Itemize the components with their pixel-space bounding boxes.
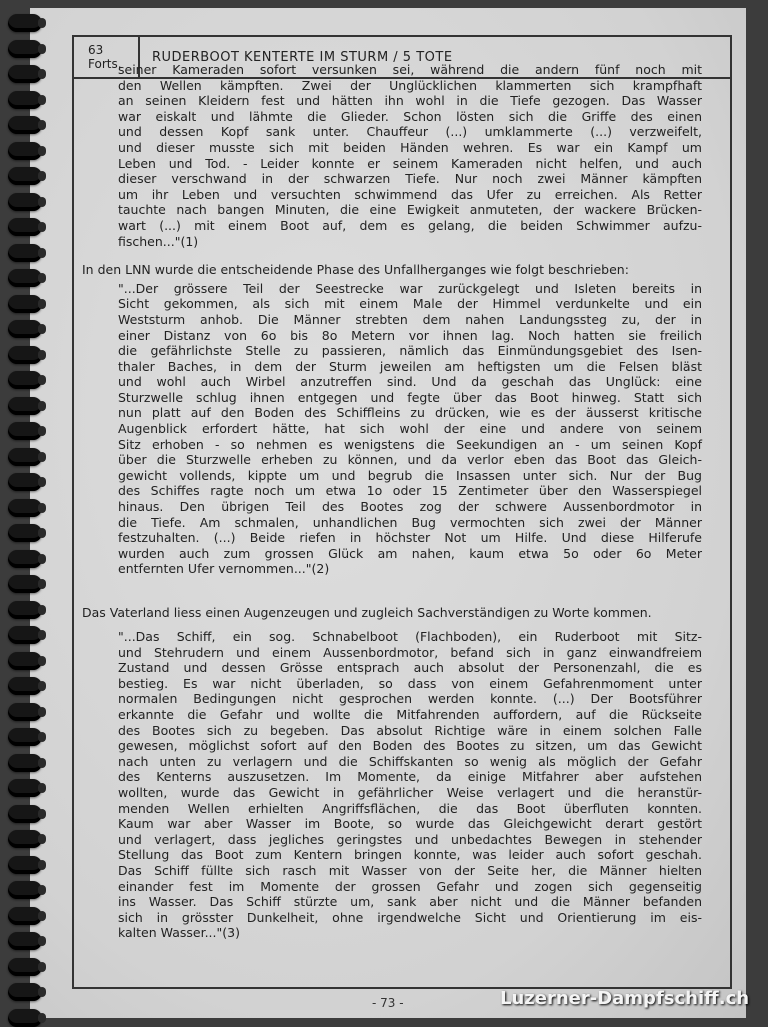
text-line: und wohl auch Wirbel anzutreffen sind. Und da geschah das Unglück: eine xyxy=(118,374,702,390)
text-line: hinaus. Den übrigen Teil des Bootes zog der schwere Aussenbordmotor in xyxy=(118,499,702,515)
binding-coil xyxy=(8,575,42,593)
text-line: gewicht vollends, kippte um und begrub die Insassen unter sich. Nur der Bug xyxy=(118,467,702,483)
text-line: seiner Kameraden sofort versunken sei, während die andern fünf noch mit xyxy=(118,62,702,77)
text-line: menden Wellen erhielten Angriffsflächen, die das Boot überfluten konnten. xyxy=(118,800,702,816)
text-line: Augenblick erfordert hätte, hat sich wohl der eine und andere von seinem xyxy=(118,421,702,437)
text-line: bestieg. Es war nicht überladen, so dass von einem Gefahrenmoment unter xyxy=(118,675,702,691)
binding-coil xyxy=(8,728,42,746)
text-line: dieser verschwand in der schwarzen Tiefe. Nur noch zwei Männer kämpften xyxy=(118,171,702,187)
text-line: Sturzwelle schlug ihnen entgegen und fegte über das Boot hinweg. Statt sich xyxy=(118,389,702,405)
text-line: nach unten zu verlagern und die Schiffskanten so wenig als möglich der Gefahr xyxy=(118,753,702,769)
binding-coil xyxy=(8,779,42,797)
text-line: war eiskalt und lähmte die Glieder. Schon lösten sich die Griffe des einen xyxy=(118,108,702,124)
binding-coil xyxy=(8,269,42,287)
text-line: entfernten Ufer vernommen..."(2) xyxy=(118,561,330,577)
text-line: über die Sturzwelle erheben zu können, und da verlor eben das Boot das Gleich- xyxy=(118,452,702,468)
binding-coil xyxy=(8,856,42,874)
text-line: einander fest im Momente der grossen Gefahr und zogen sich gegenseitig xyxy=(118,878,702,894)
binding-coil xyxy=(8,601,42,619)
text-line: Zustand und dessen Grösse entsprach auch absolut der Personenzahl, die es xyxy=(118,660,702,676)
binding-coil xyxy=(8,881,42,899)
binding-coil xyxy=(8,320,42,338)
text-line: kalten Wasser..."(3) xyxy=(118,925,240,941)
binding-coil xyxy=(8,805,42,823)
text-line: des Schiffes ragte noch um etwa 1o oder 15 Zentimeter über den Wasserspiegel xyxy=(118,483,702,499)
binding-coil xyxy=(8,167,42,185)
header-title: RUDERBOOT KENTERTE IM STURM / 5 TOTE xyxy=(152,50,453,65)
binding-coil xyxy=(8,142,42,160)
header-continued: Forts. xyxy=(88,57,122,71)
text-line: erkannte die Gefahr und wollte die Mitfahrenden auffordern, auf die Rückseite xyxy=(118,706,702,722)
binding-coil xyxy=(8,346,42,364)
binding-coil xyxy=(8,677,42,695)
intro-paragraph-3: Das Vaterland liess einen Augenzeugen und zugleich Sachverständigen zu Worte kommen. xyxy=(82,605,652,620)
text-line: Weststurm anhob. Die Männer strebten dem nahen Landungssteg zu, der in xyxy=(118,311,702,327)
spiral-binding xyxy=(0,0,44,1024)
text-line: einer Distanz von 6o bis 8o Metern vor ihnen lag. Noch hatten sie freilich xyxy=(118,327,702,343)
quote-block-3 xyxy=(118,629,702,941)
quote-block-1 xyxy=(118,62,702,249)
text-line: um ihr Leben und versuchten schwimmend das Ufer zu erreichen. Als Retter xyxy=(118,186,702,202)
binding-coil xyxy=(8,91,42,109)
text-line: und dessen Kopf sank unter. Chauffeur (...) umklammerte (...) verzweifelt, xyxy=(118,124,702,140)
binding-coil xyxy=(8,652,42,670)
text-line: den Wellen kämpften. Zwei der Unglücklichen klammerten sich krampfhaft xyxy=(118,77,702,93)
binding-coil xyxy=(8,397,42,415)
text-line: wollten, wurde das Gewicht in gefährlicher Weise verlagert und die heranstür- xyxy=(118,784,702,800)
page-number-footer: - 73 - xyxy=(372,996,404,1010)
text-line: Sitz erhoben - so nehmen es wenigstens die Seekundigen an - um seinen Kopf xyxy=(118,436,702,452)
text-line: und verlagert, dass jegliches geringstes und unbedachtes Bewegen in stehender xyxy=(118,831,702,847)
text-line: und dieser musste sich mit beiden Händen wehren. Es war ein Kampf um xyxy=(118,139,702,155)
text-line: ins Wasser. Das Schiff stürzte um, sank aber nicht und die Männer befanden xyxy=(118,894,702,910)
binding-coil xyxy=(8,65,42,83)
intro-paragraph-2: In den LNN wurde die entscheidende Phase des Unfallherganges wie folgt beschrieben: xyxy=(82,262,629,278)
binding-coil xyxy=(8,932,42,950)
text-line: sich in grösster Dunkelheit, ohne irgendwelche Sicht und Orientierung im eis- xyxy=(118,909,702,925)
text-line: wurden auch zum grossen Glück am nahen, kaum etwa 5o oder 6o Meter xyxy=(118,545,702,561)
text-line: Das Schiff füllte sich rasch mit Wasser von der Seite her, die Männer hielten xyxy=(118,862,702,878)
text-line: "...Das Schiff, ein sog. Schnabelboot (Flachboden), ein Ruderboot mit Sitz- xyxy=(118,629,702,644)
header-page-number: 63 xyxy=(88,43,104,57)
quote-block-2 xyxy=(118,281,702,577)
binding-coil xyxy=(8,116,42,134)
binding-coil xyxy=(8,907,42,925)
text-line: Stellung das Boot zum Kentern bringen konnte, was leider auch sofort geschah. xyxy=(118,847,702,863)
text-line: thaler Baches, in dem der Sturm jeweilen am heftigsten um die Felsen bläst xyxy=(118,358,702,374)
binding-coil xyxy=(8,40,42,58)
binding-coil xyxy=(8,958,42,976)
binding-coil xyxy=(8,550,42,568)
text-line: Leben und Tod. - Leider konnte er seinem Kameraden nicht helfen, und auch xyxy=(118,155,702,171)
binding-coil xyxy=(8,295,42,313)
document-body xyxy=(82,62,702,941)
binding-coil xyxy=(8,703,42,721)
binding-coil xyxy=(8,193,42,211)
text-line: normalen Bedingungen nicht gesprochen werden konnte. (...) Der Bootsführer xyxy=(118,691,702,707)
text-line: "...Der grössere Teil der Seestrecke war zurückgelegt und Isleten bereits in xyxy=(118,280,702,296)
binding-coil xyxy=(8,14,42,32)
binding-coil xyxy=(8,754,42,772)
binding-coil xyxy=(8,244,42,262)
text-line: die gefährlichste Stelle zu passieren, nämlich das Einmündungsgebiet des Isen- xyxy=(118,343,702,359)
text-line: die Tiefe. Am schmalen, unhandlichen Bug vermochten sich zwei der Männer xyxy=(118,514,702,530)
text-line: Kaum war aber Wasser im Boote, so wurde das Gleichgewicht derart gestört xyxy=(118,816,702,832)
text-line: Sicht gekommen, als sich mit einem Male der Himmel verdunkelte und ein xyxy=(118,296,702,312)
text-line: gewesen, möglichst sofort auf den Boden des Bootes zu sitzen, um das Gewicht xyxy=(118,738,702,754)
watermark: Luzerner-Dampfschiff.ch xyxy=(500,988,750,1009)
binding-coil xyxy=(8,983,42,1001)
binding-coil xyxy=(8,499,42,517)
binding-coil xyxy=(8,473,42,491)
text-line: des Bootes sich zu begeben. Das absolut Richtige wäre in einem solchen Falle xyxy=(118,722,702,738)
text-line: tauchte nach bangen Minuten, die eine Ewigkeit anmuteten, der wackere Brücken- xyxy=(118,202,702,218)
text-line: und Stehrudern und einem Aussenbordmotor, befand sich in ganz einwandfreiem xyxy=(118,644,702,660)
binding-coil xyxy=(8,524,42,542)
binding-coil xyxy=(8,830,42,848)
text-line: wart (...) mit einem Boot auf, dem es gelang, die beiden Schwimmer aufzu- xyxy=(118,217,702,233)
text-line: nun platt auf den Boden des Schiffleins zu drücken, wie es der äusserst kritische xyxy=(118,405,702,421)
text-line: des Kenterns auszusetzen. Im Momente, da einige Mitfahrer aber aufstehen xyxy=(118,769,702,785)
text-line: fischen..."(1) xyxy=(118,233,199,249)
binding-coil xyxy=(8,422,42,440)
binding-coil xyxy=(8,626,42,644)
binding-coil xyxy=(8,218,42,236)
binding-coil xyxy=(8,371,42,389)
text-line: an seinen Kleidern fest und hätten ihn wohl in die Tiefe gezogen. Das Wasser xyxy=(118,93,702,109)
text-line: festzuhalten. (...) Beide riefen in höchster Not um Hilfe. Und diese Hilferufe xyxy=(118,530,702,546)
binding-coil xyxy=(8,448,42,466)
